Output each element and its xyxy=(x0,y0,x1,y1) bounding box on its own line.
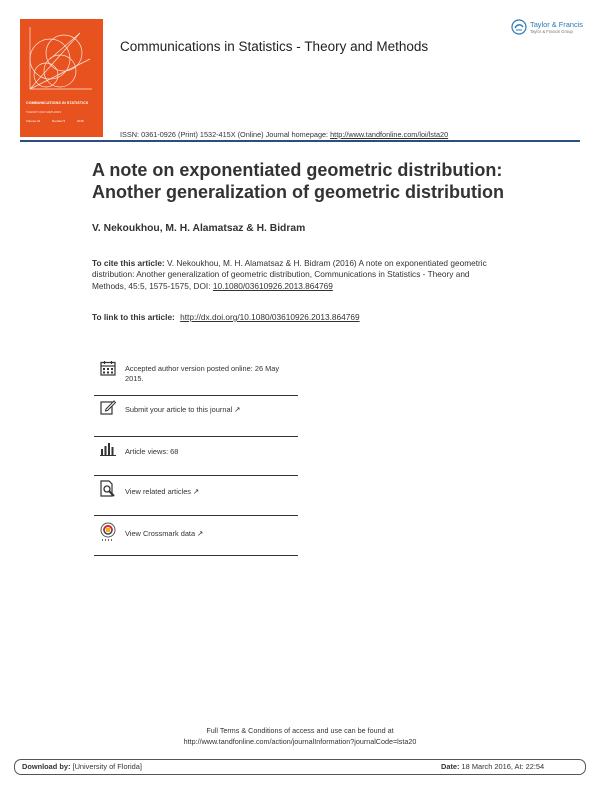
header-divider xyxy=(20,140,580,142)
article-title-line-2: Another generalization of geometric distribution xyxy=(92,182,505,202)
publisher-name: Taylor & Francis xyxy=(530,20,583,29)
downloaded-by-label: Download by: xyxy=(22,762,71,771)
crossmark-item[interactable] xyxy=(94,516,298,556)
edit-icon xyxy=(100,399,116,415)
journal-title: Communications in Statistics - Theory and Methods xyxy=(120,39,429,54)
external-link-icon: ↗ xyxy=(197,529,204,538)
submit-article-item[interactable] xyxy=(94,396,298,437)
publisher-logo-icon xyxy=(511,19,527,35)
accepted-version-item xyxy=(94,358,298,396)
article-info-list xyxy=(94,358,298,556)
citation-block xyxy=(92,258,497,292)
downloaded-by-value: [University of Florida] xyxy=(72,762,142,771)
article-authors: V. Nekoukhou, M. H. Alamatsaz & H. Bidram xyxy=(92,223,306,234)
article-title xyxy=(92,159,572,203)
citation-label: To cite this article: xyxy=(92,258,165,268)
related-articles-link[interactable] xyxy=(125,487,199,497)
article-link-line xyxy=(92,312,360,322)
download-date xyxy=(441,762,544,771)
article-title-line-1: A note on exponentiated geometric distribution: xyxy=(92,160,503,180)
citation-text: V. Nekoukhou, M. H. Alamatsaz & H. Bidram (2016) A note on exponentiated geometric distribution: Another generalization of geometric distribution, Communications in Statistics - Theory and Methods, 45:5, 1575-1575, DOI: xyxy=(92,258,487,291)
cover-volume: Volume 44 xyxy=(26,119,41,123)
crossmark-label: View Crossmark data xyxy=(125,529,196,538)
external-link-icon: ↗ xyxy=(234,405,241,414)
article-views-item xyxy=(94,437,298,476)
related-articles-label: View related articles xyxy=(125,487,191,496)
bar-chart-icon xyxy=(100,442,116,456)
submit-article-label: Submit your article to this journal xyxy=(125,405,233,414)
article-link-url[interactable]: http://dx.doi.org/10.1080/03610926.2013.864769 xyxy=(180,312,360,322)
download-info-bar xyxy=(14,759,586,775)
crossmark-icon xyxy=(100,522,116,542)
terms-url-link[interactable]: http://www.tandfonline.com/action/journalInformation?journalCode=lsta20 xyxy=(183,736,417,746)
issn-text: ISSN: 0361-0926 (Print) 1532-415X (Online) Journal homepage: xyxy=(120,130,329,139)
crossmark-link[interactable] xyxy=(125,529,203,539)
article-link-label: To link to this article: xyxy=(92,312,175,322)
publisher-logo xyxy=(511,19,585,39)
journal-cover-image xyxy=(20,19,103,137)
terms-line-1: Full Terms & Conditions of access and use can be found at xyxy=(206,726,394,735)
external-link-icon: ↗ xyxy=(193,487,200,496)
footer-terms xyxy=(0,726,600,747)
article-views-text: Article views: 68 xyxy=(125,447,179,456)
downloaded-by xyxy=(22,762,142,771)
related-articles-item[interactable] xyxy=(94,476,298,516)
calendar-icon xyxy=(100,360,116,376)
cover-year: 2015 xyxy=(77,119,84,123)
journal-homepage-link[interactable]: http://www.tandfonline.com/loi/lsta20 xyxy=(330,130,449,139)
citation-doi-link[interactable]: 10.1080/03610926.2013.864769 xyxy=(212,280,333,291)
issn-line xyxy=(120,130,448,139)
accepted-version-text: Accepted author version posted online: 26 May 2015. xyxy=(125,364,280,383)
submit-article-link[interactable] xyxy=(125,405,241,415)
publisher-tagline: Taylor & Francis Group xyxy=(530,29,573,34)
search-document-icon xyxy=(100,480,116,498)
cover-title: COMMUNICATIONS IN STATISTICS xyxy=(26,101,89,105)
download-date-value: 18 March 2016, At: 22:54 xyxy=(461,762,545,771)
cover-issue: Number 5 xyxy=(52,119,66,123)
cover-subtitle: THEORY AND METHODS xyxy=(26,110,62,114)
download-date-label: Date: xyxy=(441,762,460,771)
